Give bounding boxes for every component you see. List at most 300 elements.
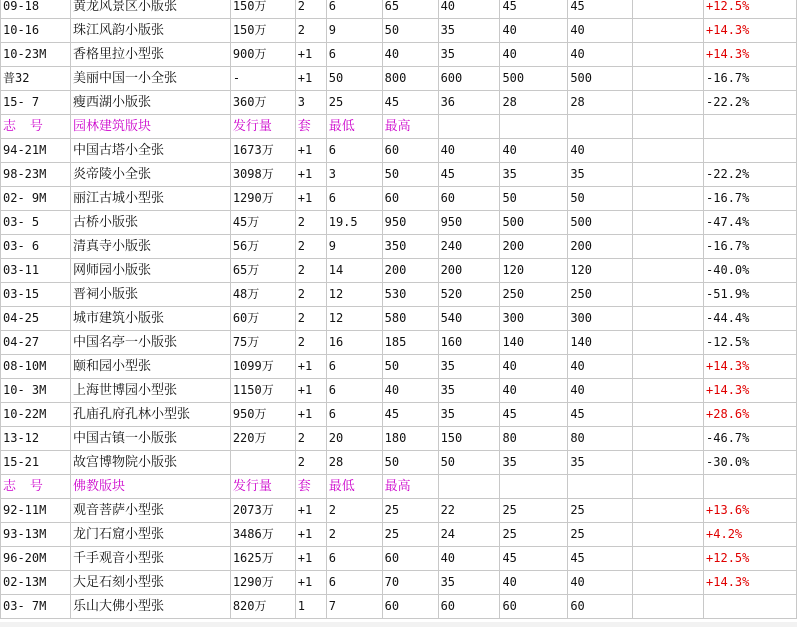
cell-low[interactable]: 16 bbox=[326, 331, 382, 355]
cell-col10[interactable] bbox=[633, 187, 704, 211]
cell-high[interactable]: 185 bbox=[382, 331, 438, 355]
cell-set[interactable]: 2 bbox=[295, 259, 326, 283]
cell-col9[interactable]: 45 bbox=[568, 403, 633, 427]
cell-col7[interactable]: 40 bbox=[438, 139, 500, 163]
cell-high[interactable]: 40 bbox=[382, 43, 438, 67]
cell-col8[interactable]: 45 bbox=[500, 547, 568, 571]
cell-col8[interactable]: 40 bbox=[500, 379, 568, 403]
cell-col10[interactable] bbox=[633, 547, 704, 571]
cell-code[interactable]: 15-21 bbox=[1, 451, 71, 475]
cell-set[interactable]: +1 bbox=[295, 403, 326, 427]
table-row bbox=[1, 19, 797, 43]
cell-col10[interactable] bbox=[633, 379, 704, 403]
cell-high[interactable]: 200 bbox=[382, 259, 438, 283]
cell-col8[interactable]: 45 bbox=[500, 0, 568, 19]
cell-col10[interactable] bbox=[633, 283, 704, 307]
cell-col9[interactable]: 35 bbox=[568, 163, 633, 187]
cell-high[interactable]: 60 bbox=[382, 139, 438, 163]
cell-col10[interactable] bbox=[633, 523, 704, 547]
cell-low[interactable]: 6 bbox=[326, 355, 382, 379]
cell-change[interactable]: -22.2% bbox=[704, 91, 797, 115]
section-header-row bbox=[1, 475, 797, 499]
table-row bbox=[1, 403, 797, 427]
cell-low[interactable]: 6 bbox=[326, 403, 382, 427]
cell-set[interactable]: 2 bbox=[295, 211, 326, 235]
cell-code[interactable]: 92-11M bbox=[1, 499, 71, 523]
table-row bbox=[1, 331, 797, 355]
table-row bbox=[1, 451, 797, 475]
cell-issue[interactable]: 2073万 bbox=[230, 499, 295, 523]
cell-col10[interactable] bbox=[633, 355, 704, 379]
cell-col8[interactable]: 60 bbox=[500, 595, 568, 619]
cell-col7[interactable]: 40 bbox=[438, 547, 500, 571]
cell-col9[interactable]: 300 bbox=[568, 307, 633, 331]
cell-col8[interactable]: 40 bbox=[500, 19, 568, 43]
cell-low[interactable]: 6 bbox=[326, 547, 382, 571]
table-row bbox=[1, 547, 797, 571]
cell-col7[interactable]: 35 bbox=[438, 19, 500, 43]
cell-col8[interactable] bbox=[500, 115, 568, 139]
cell-col10[interactable] bbox=[633, 571, 704, 595]
cell-low[interactable]: 9 bbox=[326, 235, 382, 259]
cell-col7[interactable]: 45 bbox=[438, 163, 500, 187]
cell-col7[interactable]: 200 bbox=[438, 259, 500, 283]
cell-col8[interactable]: 25 bbox=[500, 499, 568, 523]
cell-col9[interactable] bbox=[568, 115, 633, 139]
cell-change[interactable]: +14.3% bbox=[704, 379, 797, 403]
cell-col8[interactable]: 500 bbox=[500, 211, 568, 235]
cell-col9[interactable]: 45 bbox=[568, 0, 633, 19]
cell-col9[interactable]: 50 bbox=[568, 187, 633, 211]
cell-issue[interactable]: 220万 bbox=[230, 427, 295, 451]
cell-issue[interactable]: 360万 bbox=[230, 91, 295, 115]
cell-code[interactable]: 10-16 bbox=[1, 19, 71, 43]
cell-low[interactable]: 6 bbox=[326, 571, 382, 595]
cell-col9[interactable]: 40 bbox=[568, 139, 633, 163]
cell-low[interactable]: 12 bbox=[326, 307, 382, 331]
cell-col10[interactable] bbox=[633, 235, 704, 259]
cell-issue[interactable]: 发行量 bbox=[230, 115, 295, 139]
cell-col8[interactable]: 40 bbox=[500, 43, 568, 67]
cell-col9[interactable]: 40 bbox=[568, 571, 633, 595]
cell-col8[interactable]: 250 bbox=[500, 283, 568, 307]
cell-col9[interactable]: 28 bbox=[568, 91, 633, 115]
cell-high[interactable]: 60 bbox=[382, 547, 438, 571]
cell-col9[interactable]: 25 bbox=[568, 499, 633, 523]
cell-name[interactable]: 故宫博物院小版张 bbox=[70, 451, 230, 475]
cell-code[interactable]: 志 号 bbox=[1, 115, 71, 139]
cell-issue[interactable]: 60万 bbox=[230, 307, 295, 331]
cell-col10[interactable] bbox=[633, 163, 704, 187]
cell-change[interactable]: -12.5% bbox=[704, 331, 797, 355]
cell-col10[interactable] bbox=[633, 331, 704, 355]
cell-code[interactable]: 09-18 bbox=[1, 0, 71, 19]
cell-code[interactable]: 02-13M bbox=[1, 571, 71, 595]
cell-high[interactable]: 25 bbox=[382, 523, 438, 547]
cell-col8[interactable]: 40 bbox=[500, 139, 568, 163]
table-row bbox=[1, 307, 797, 331]
cell-set[interactable]: 套 bbox=[295, 115, 326, 139]
cell-set[interactable]: +1 bbox=[295, 355, 326, 379]
cell-col8[interactable]: 28 bbox=[500, 91, 568, 115]
cell-name[interactable]: 清真寺小版张 bbox=[70, 235, 230, 259]
cell-col8[interactable]: 35 bbox=[500, 451, 568, 475]
cell-code[interactable]: 03- 6 bbox=[1, 235, 71, 259]
cell-low[interactable]: 6 bbox=[326, 187, 382, 211]
cell-name[interactable]: 孔庙孔府孔林小型张 bbox=[70, 403, 230, 427]
cell-set[interactable]: +1 bbox=[295, 379, 326, 403]
cell-set[interactable]: +1 bbox=[295, 571, 326, 595]
cell-col7[interactable]: 35 bbox=[438, 571, 500, 595]
cell-set[interactable]: 2 bbox=[295, 307, 326, 331]
cell-name[interactable]: 网师园小版张 bbox=[70, 259, 230, 283]
cell-code[interactable]: 02- 9M bbox=[1, 187, 71, 211]
cell-high[interactable]: 70 bbox=[382, 571, 438, 595]
cell-high[interactable]: 60 bbox=[382, 595, 438, 619]
cell-set[interactable]: +1 bbox=[295, 499, 326, 523]
cell-high[interactable]: 950 bbox=[382, 211, 438, 235]
cell-col7[interactable]: 35 bbox=[438, 403, 500, 427]
cell-col7[interactable]: 600 bbox=[438, 67, 500, 91]
cell-code[interactable]: 96-20M bbox=[1, 547, 71, 571]
cell-name[interactable]: 园林建筑版块 bbox=[70, 115, 230, 139]
cell-high[interactable]: 25 bbox=[382, 499, 438, 523]
cell-high[interactable]: 50 bbox=[382, 163, 438, 187]
cell-low[interactable]: 6 bbox=[326, 139, 382, 163]
cell-col8[interactable]: 25 bbox=[500, 523, 568, 547]
cell-name[interactable]: 颐和园小型张 bbox=[70, 355, 230, 379]
cell-col10[interactable] bbox=[633, 0, 704, 19]
cell-col7[interactable]: 160 bbox=[438, 331, 500, 355]
cell-change[interactable]: -44.4% bbox=[704, 307, 797, 331]
cell-col10[interactable] bbox=[633, 259, 704, 283]
cell-col9[interactable]: 40 bbox=[568, 355, 633, 379]
cell-change[interactable]: -16.7% bbox=[704, 235, 797, 259]
cell-high[interactable]: 800 bbox=[382, 67, 438, 91]
cell-col9[interactable]: 250 bbox=[568, 283, 633, 307]
cell-code[interactable]: 03-11 bbox=[1, 259, 71, 283]
cell-issue[interactable]: 3486万 bbox=[230, 523, 295, 547]
cell-col10[interactable] bbox=[633, 475, 704, 499]
cell-issue[interactable]: 3098万 bbox=[230, 163, 295, 187]
cell-issue[interactable]: 发行量 bbox=[230, 475, 295, 499]
cell-issue[interactable] bbox=[230, 451, 295, 475]
cell-set[interactable]: +1 bbox=[295, 67, 326, 91]
cell-change[interactable]: +14.3% bbox=[704, 19, 797, 43]
cell-issue[interactable]: 150万 bbox=[230, 19, 295, 43]
cell-col9[interactable]: 500 bbox=[568, 211, 633, 235]
cell-set[interactable]: 2 bbox=[295, 427, 326, 451]
cell-issue[interactable]: 150万 bbox=[230, 0, 295, 19]
cell-name[interactable]: 观音菩萨小型张 bbox=[70, 499, 230, 523]
cell-issue[interactable]: 65万 bbox=[230, 259, 295, 283]
cell-change[interactable] bbox=[704, 475, 797, 499]
cell-col9[interactable] bbox=[568, 475, 633, 499]
cell-set[interactable]: 套 bbox=[295, 475, 326, 499]
cell-col7[interactable]: 540 bbox=[438, 307, 500, 331]
cell-col7[interactable]: 60 bbox=[438, 595, 500, 619]
cell-set[interactable]: +1 bbox=[295, 43, 326, 67]
cell-col10[interactable] bbox=[633, 91, 704, 115]
cell-col7[interactable]: 150 bbox=[438, 427, 500, 451]
cell-col7[interactable]: 35 bbox=[438, 355, 500, 379]
cell-col7[interactable]: 22 bbox=[438, 499, 500, 523]
cell-low[interactable]: 最低 bbox=[326, 475, 382, 499]
cell-issue[interactable]: 1625万 bbox=[230, 547, 295, 571]
cell-name[interactable]: 佛教版块 bbox=[70, 475, 230, 499]
cell-col9[interactable]: 40 bbox=[568, 379, 633, 403]
cell-code[interactable]: 03- 7M bbox=[1, 595, 71, 619]
cell-col7[interactable] bbox=[438, 475, 500, 499]
cell-high[interactable]: 45 bbox=[382, 403, 438, 427]
cell-col8[interactable]: 80 bbox=[500, 427, 568, 451]
table-row bbox=[1, 139, 797, 163]
cell-col9[interactable]: 35 bbox=[568, 451, 633, 475]
cell-issue[interactable]: 56万 bbox=[230, 235, 295, 259]
cell-issue[interactable]: 1150万 bbox=[230, 379, 295, 403]
table-row bbox=[1, 187, 797, 211]
cell-issue[interactable]: 1673万 bbox=[230, 139, 295, 163]
cell-issue[interactable]: 48万 bbox=[230, 283, 295, 307]
cell-col7[interactable]: 60 bbox=[438, 187, 500, 211]
cell-high[interactable]: 50 bbox=[382, 355, 438, 379]
cell-col9[interactable]: 500 bbox=[568, 67, 633, 91]
cell-change[interactable]: +4.2% bbox=[704, 523, 797, 547]
table-body bbox=[1, 0, 797, 619]
cell-high[interactable]: 530 bbox=[382, 283, 438, 307]
cell-name[interactable]: 珠江风韵小版张 bbox=[70, 19, 230, 43]
cell-name[interactable]: 古桥小版张 bbox=[70, 211, 230, 235]
cell-col7[interactable]: 24 bbox=[438, 523, 500, 547]
cell-set[interactable]: 2 bbox=[295, 235, 326, 259]
cell-high[interactable]: 最高 bbox=[382, 475, 438, 499]
cell-name[interactable]: 美丽中国一小全张 bbox=[70, 67, 230, 91]
cell-col7[interactable]: 950 bbox=[438, 211, 500, 235]
cell-low[interactable]: 9 bbox=[326, 19, 382, 43]
table-row bbox=[1, 163, 797, 187]
cell-issue[interactable]: 900万 bbox=[230, 43, 295, 67]
cell-col10[interactable] bbox=[633, 499, 704, 523]
cell-set[interactable]: 1 bbox=[295, 595, 326, 619]
cell-set[interactable]: 2 bbox=[295, 451, 326, 475]
cell-change[interactable]: -30.0% bbox=[704, 451, 797, 475]
cell-low[interactable]: 25 bbox=[326, 91, 382, 115]
cell-set[interactable]: +1 bbox=[295, 523, 326, 547]
cell-high[interactable]: 40 bbox=[382, 379, 438, 403]
cell-col10[interactable] bbox=[633, 427, 704, 451]
cell-set[interactable]: +1 bbox=[295, 547, 326, 571]
cell-col8[interactable]: 35 bbox=[500, 163, 568, 187]
sheet-bottom-edge bbox=[0, 622, 797, 627]
cell-set[interactable]: 2 bbox=[295, 0, 326, 19]
cell-issue[interactable]: 75万 bbox=[230, 331, 295, 355]
cell-col8[interactable]: 50 bbox=[500, 187, 568, 211]
cell-low[interactable]: 14 bbox=[326, 259, 382, 283]
cell-low[interactable]: 50 bbox=[326, 67, 382, 91]
cell-col10[interactable] bbox=[633, 451, 704, 475]
cell-col9[interactable]: 120 bbox=[568, 259, 633, 283]
cell-col8[interactable]: 120 bbox=[500, 259, 568, 283]
cell-name[interactable]: 中国名亭一小版张 bbox=[70, 331, 230, 355]
cell-change[interactable]: -16.7% bbox=[704, 187, 797, 211]
cell-issue[interactable]: 1290万 bbox=[230, 571, 295, 595]
cell-code[interactable]: 04-27 bbox=[1, 331, 71, 355]
cell-col8[interactable]: 40 bbox=[500, 355, 568, 379]
cell-col9[interactable]: 200 bbox=[568, 235, 633, 259]
cell-col10[interactable] bbox=[633, 307, 704, 331]
cell-change[interactable]: -47.4% bbox=[704, 211, 797, 235]
cell-name[interactable]: 龙门石窟小型张 bbox=[70, 523, 230, 547]
cell-col8[interactable]: 200 bbox=[500, 235, 568, 259]
cell-code[interactable]: 10- 3M bbox=[1, 379, 71, 403]
cell-issue[interactable]: - bbox=[230, 67, 295, 91]
cell-code[interactable]: 15- 7 bbox=[1, 91, 71, 115]
cell-set[interactable]: 2 bbox=[295, 283, 326, 307]
cell-change[interactable]: +13.6% bbox=[704, 499, 797, 523]
cell-col8[interactable]: 140 bbox=[500, 331, 568, 355]
cell-code[interactable]: 98-23M bbox=[1, 163, 71, 187]
cell-high[interactable]: 50 bbox=[382, 19, 438, 43]
cell-code[interactable]: 志 号 bbox=[1, 475, 71, 499]
cell-change[interactable] bbox=[704, 595, 797, 619]
cell-change[interactable]: +12.5% bbox=[704, 547, 797, 571]
cell-set[interactable]: 3 bbox=[295, 91, 326, 115]
cell-col9[interactable]: 40 bbox=[568, 43, 633, 67]
cell-name[interactable]: 上海世博园小型张 bbox=[70, 379, 230, 403]
cell-change[interactable] bbox=[704, 115, 797, 139]
cell-col10[interactable] bbox=[633, 43, 704, 67]
cell-set[interactable]: 2 bbox=[295, 331, 326, 355]
cell-low[interactable]: 3 bbox=[326, 163, 382, 187]
cell-set[interactable]: 2 bbox=[295, 19, 326, 43]
cell-change[interactable]: -40.0% bbox=[704, 259, 797, 283]
cell-col8[interactable]: 45 bbox=[500, 403, 568, 427]
cell-low[interactable]: 2 bbox=[326, 523, 382, 547]
cell-name[interactable]: 千手观音小型张 bbox=[70, 547, 230, 571]
cell-code[interactable]: 04-25 bbox=[1, 307, 71, 331]
cell-high[interactable]: 60 bbox=[382, 187, 438, 211]
cell-col7[interactable]: 35 bbox=[438, 379, 500, 403]
cell-low[interactable]: 28 bbox=[326, 451, 382, 475]
cell-change[interactable]: -51.9% bbox=[704, 283, 797, 307]
cell-high[interactable]: 45 bbox=[382, 91, 438, 115]
cell-code[interactable]: 03- 5 bbox=[1, 211, 71, 235]
cell-change[interactable]: -16.7% bbox=[704, 67, 797, 91]
cell-col7[interactable]: 35 bbox=[438, 43, 500, 67]
cell-low[interactable]: 6 bbox=[326, 379, 382, 403]
cell-col7[interactable] bbox=[438, 115, 500, 139]
cell-col10[interactable] bbox=[633, 211, 704, 235]
cell-col9[interactable]: 140 bbox=[568, 331, 633, 355]
cell-col8[interactable]: 40 bbox=[500, 571, 568, 595]
cell-change[interactable]: +28.6% bbox=[704, 403, 797, 427]
cell-change[interactable]: +14.3% bbox=[704, 355, 797, 379]
cell-col9[interactable]: 60 bbox=[568, 595, 633, 619]
cell-high[interactable]: 350 bbox=[382, 235, 438, 259]
cell-name[interactable]: 炎帝陵小全张 bbox=[70, 163, 230, 187]
cell-issue[interactable]: 1290万 bbox=[230, 187, 295, 211]
cell-col10[interactable] bbox=[633, 67, 704, 91]
cell-low[interactable]: 6 bbox=[326, 43, 382, 67]
table-row bbox=[1, 43, 797, 67]
cell-set[interactable]: +1 bbox=[295, 139, 326, 163]
cell-name[interactable]: 瘦西湖小版张 bbox=[70, 91, 230, 115]
cell-col8[interactable] bbox=[500, 475, 568, 499]
cell-code[interactable]: 08-10M bbox=[1, 355, 71, 379]
table-row bbox=[1, 235, 797, 259]
cell-col10[interactable] bbox=[633, 595, 704, 619]
cell-change[interactable]: +14.3% bbox=[704, 43, 797, 67]
cell-high[interactable]: 580 bbox=[382, 307, 438, 331]
cell-set[interactable]: +1 bbox=[295, 187, 326, 211]
cell-name[interactable]: 乐山大佛小型张 bbox=[70, 595, 230, 619]
cell-set[interactable]: +1 bbox=[295, 163, 326, 187]
cell-low[interactable]: 7 bbox=[326, 595, 382, 619]
cell-issue[interactable]: 45万 bbox=[230, 211, 295, 235]
cell-col10[interactable] bbox=[633, 115, 704, 139]
cell-issue[interactable]: 820万 bbox=[230, 595, 295, 619]
cell-issue[interactable]: 950万 bbox=[230, 403, 295, 427]
cell-low[interactable]: 最低 bbox=[326, 115, 382, 139]
cell-col9[interactable]: 80 bbox=[568, 427, 633, 451]
cell-low[interactable]: 6 bbox=[326, 0, 382, 19]
cell-high[interactable]: 50 bbox=[382, 451, 438, 475]
cell-issue[interactable]: 1099万 bbox=[230, 355, 295, 379]
cell-col9[interactable]: 45 bbox=[568, 547, 633, 571]
cell-low[interactable]: 2 bbox=[326, 499, 382, 523]
cell-col7[interactable]: 36 bbox=[438, 91, 500, 115]
cell-change[interactable]: -22.2% bbox=[704, 163, 797, 187]
cell-col10[interactable] bbox=[633, 19, 704, 43]
cell-col8[interactable]: 500 bbox=[500, 67, 568, 91]
cell-change[interactable]: +14.3% bbox=[704, 571, 797, 595]
cell-name[interactable]: 城市建筑小版张 bbox=[70, 307, 230, 331]
cell-col7[interactable]: 50 bbox=[438, 451, 500, 475]
cell-col10[interactable] bbox=[633, 139, 704, 163]
cell-name[interactable]: 中国古塔小全张 bbox=[70, 139, 230, 163]
cell-change[interactable]: -46.7% bbox=[704, 427, 797, 451]
cell-col8[interactable]: 300 bbox=[500, 307, 568, 331]
cell-name[interactable]: 香格里拉小型张 bbox=[70, 43, 230, 67]
cell-high[interactable]: 最高 bbox=[382, 115, 438, 139]
cell-col7[interactable]: 240 bbox=[438, 235, 500, 259]
cell-low[interactable]: 19.5 bbox=[326, 211, 382, 235]
cell-code[interactable]: 93-13M bbox=[1, 523, 71, 547]
cell-code[interactable]: 03-15 bbox=[1, 283, 71, 307]
cell-col10[interactable] bbox=[633, 403, 704, 427]
cell-name[interactable]: 晋祠小版张 bbox=[70, 283, 230, 307]
cell-change[interactable]: +12.5% bbox=[704, 0, 797, 19]
cell-low[interactable]: 20 bbox=[326, 427, 382, 451]
cell-code[interactable]: 13-12 bbox=[1, 427, 71, 451]
cell-col7[interactable]: 520 bbox=[438, 283, 500, 307]
cell-code[interactable]: 94-21M bbox=[1, 139, 71, 163]
cell-change[interactable] bbox=[704, 139, 797, 163]
cell-name[interactable]: 大足石刻小型张 bbox=[70, 571, 230, 595]
cell-col9[interactable]: 40 bbox=[568, 19, 633, 43]
cell-col9[interactable]: 25 bbox=[568, 523, 633, 547]
cell-code[interactable]: 普32 bbox=[1, 67, 71, 91]
cell-code[interactable]: 10-22M bbox=[1, 403, 71, 427]
cell-name[interactable]: 黄龙风景区小版张 bbox=[70, 0, 230, 19]
cell-high[interactable]: 65 bbox=[382, 0, 438, 19]
cell-name[interactable]: 丽江古城小型张 bbox=[70, 187, 230, 211]
cell-high[interactable]: 180 bbox=[382, 427, 438, 451]
cell-name[interactable]: 中国古镇一小版张 bbox=[70, 427, 230, 451]
cell-low[interactable]: 12 bbox=[326, 283, 382, 307]
cell-code[interactable]: 10-23M bbox=[1, 43, 71, 67]
cell-col7[interactable]: 40 bbox=[438, 0, 500, 19]
